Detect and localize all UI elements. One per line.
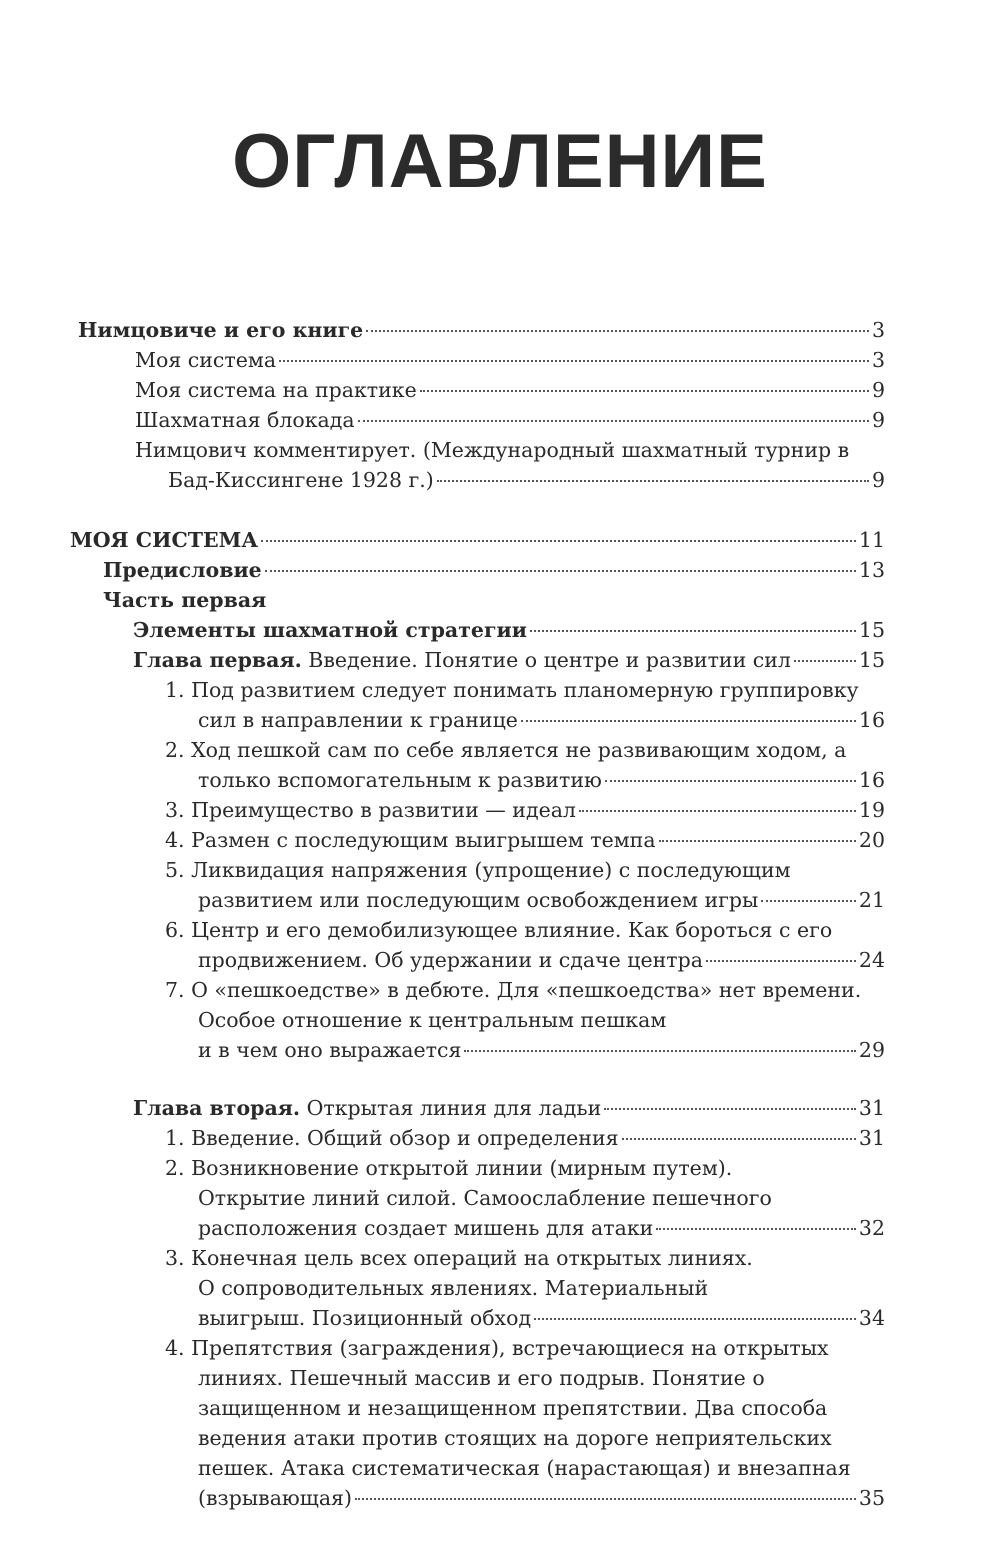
toc-entry-text: 3. Преимущество в развитии — идеал: [165, 798, 576, 822]
dot-leader: [622, 1138, 856, 1140]
page-number: 34: [858, 1306, 885, 1330]
toc-entry-text: Шахматная блокада: [135, 408, 355, 432]
toc-entry-text: 6. Центр и его демобилизующее влияние. Как бороться с его: [165, 918, 833, 942]
toc-entry: [165, 915, 885, 945]
dot-leader: [366, 330, 869, 332]
page-number: 16: [858, 708, 885, 732]
toc-entry-text: и в чем оно выражается: [198, 1038, 462, 1062]
toc-entry-text: (взрывающая): [198, 1486, 352, 1510]
toc-entry-title: [78, 315, 363, 345]
toc-entry-title: [198, 1303, 531, 1333]
toc-entry: [198, 1213, 885, 1243]
toc-entry: [165, 825, 885, 855]
toc-entry-bold-title: Предисловие: [103, 558, 262, 582]
toc-entry-title: [135, 438, 849, 462]
dot-leader: [761, 900, 856, 902]
toc-entry-text: Открытие линий силой. Самоослабление пешечного: [198, 1186, 772, 1210]
toc-entry-text: ведения атаки против стоящих на дороге неприятельских: [198, 1426, 832, 1450]
toc-entry-bold-title: МОЯ СИСТЕМА: [70, 528, 259, 552]
dot-leader: [604, 1108, 856, 1110]
toc-entry-text: линиях. Пешечный массив и его подрыв. Понятие о: [198, 1366, 765, 1390]
toc-entry-title: [198, 1276, 708, 1300]
toc-entry-text: расположения создает мишень для атаки: [198, 1216, 654, 1240]
toc-entry-title: [165, 1123, 619, 1153]
toc-entry: [135, 435, 885, 465]
toc-entry: [135, 405, 885, 435]
toc-entry-text: 1. Введение. Общий обзор и определения: [165, 1126, 619, 1150]
page-number: 9: [871, 468, 885, 492]
toc-entry: [165, 735, 885, 765]
toc-entry-bold-title: Глава первая.: [133, 648, 302, 672]
toc-entry-title: [133, 645, 791, 675]
toc-entry-text: 1. Под развитием следует понимать планомерную группировку: [165, 678, 859, 702]
toc-entry-title: [198, 1035, 461, 1065]
toc-entry: [135, 345, 885, 375]
page-number: 31: [858, 1126, 885, 1150]
dot-leader: [355, 1498, 856, 1500]
dot-leader: [358, 420, 869, 422]
toc-entry: [133, 645, 885, 675]
toc-entry-text: Особое отношение к центральным пешкам: [198, 1008, 667, 1032]
toc-entry: [198, 885, 885, 915]
toc-entry-title: [198, 1396, 827, 1420]
toc-entry-title: [70, 525, 258, 555]
toc-entry-bold-title: Часть первая: [103, 588, 267, 612]
toc-entry-text: 3. Конечная цель всех операций на открытых линиях.: [165, 1246, 753, 1270]
toc-entry: [165, 1153, 885, 1183]
toc-entry: [198, 1183, 885, 1213]
toc-entry: [70, 525, 885, 555]
toc-entry: [168, 465, 885, 495]
toc-entry-title: [165, 1156, 732, 1180]
page-number: 20: [858, 828, 885, 852]
dot-leader: [656, 1228, 856, 1230]
toc-entry-title: [198, 885, 758, 915]
toc-entry-text: развитием или последующим освобождением игры: [198, 888, 759, 912]
toc-entry-text: О сопроводительных явлениях. Материальный: [198, 1276, 709, 1300]
toc-entry-title: [198, 765, 602, 795]
toc-entry-title: [168, 465, 434, 495]
dot-leader: [261, 540, 856, 542]
toc-entry: [165, 795, 885, 825]
toc-entry: [133, 615, 885, 645]
page-number: 13: [858, 558, 885, 582]
page-number: 24: [858, 948, 885, 972]
page-number: 9: [871, 378, 885, 402]
toc-entry-title: [198, 1186, 772, 1210]
toc-entry: [198, 765, 885, 795]
toc-entry: [198, 1453, 885, 1483]
dot-leader: [530, 630, 856, 632]
dot-leader: [521, 720, 856, 722]
toc-entry-title: [165, 1336, 829, 1360]
toc-entry-title: [165, 918, 832, 942]
toc-entry-text: пешек. Атака систематическая (нарастающая) и внезапная: [198, 1456, 851, 1480]
toc-entry-title: [165, 738, 846, 762]
dot-leader: [659, 840, 856, 842]
toc-entry-title: [135, 405, 355, 435]
toc-entry-title: [165, 825, 656, 855]
toc-entry-title: [198, 705, 518, 735]
toc-entry: [198, 1363, 885, 1393]
page-number: 35: [858, 1486, 885, 1510]
toc-entry: [165, 1123, 885, 1153]
dot-leader: [420, 390, 869, 392]
toc-entry-title: [165, 978, 861, 1002]
toc-entry-title: [198, 1213, 653, 1243]
page-number: 29: [858, 1038, 885, 1062]
toc-entry-title: [198, 945, 703, 975]
toc-entry-text: 5. Ликвидация напряжения (упрощение) с последующим: [165, 858, 791, 882]
toc-entry-title: [198, 1426, 832, 1450]
toc-entry-text: 2. Ход пешкой сам по себе является не развивающим ходом, а: [165, 738, 847, 762]
toc-entry-text: Бад-Киссингене 1928 г.): [168, 468, 434, 492]
toc-entry-title: [198, 1456, 851, 1480]
dot-leader: [279, 360, 869, 362]
toc-entry-title: [198, 1366, 765, 1390]
toc-entry-title: [135, 375, 417, 405]
toc-entry: [165, 975, 885, 1005]
toc-entry-text: защищенном и незащищенном препятствии. Два способа: [198, 1396, 828, 1420]
toc-entry-title: [165, 795, 576, 825]
toc-entry: [198, 1005, 885, 1035]
page-title: ОГЛАВЛЕНИЕ: [232, 119, 768, 204]
toc-entry: [165, 675, 885, 705]
toc-entry: [198, 1303, 885, 1333]
dot-leader: [706, 960, 856, 962]
page-number: 32: [858, 1216, 885, 1240]
toc-entry: [78, 315, 885, 345]
toc-entry: [135, 375, 885, 405]
toc-entry-text: 4. Размен с последующим выигрышем темпа: [165, 828, 656, 852]
toc-entry-title: [103, 555, 262, 585]
toc-entry: [198, 705, 885, 735]
toc-entry-text: Нимцович комментирует. (Международный шахматный турнир в: [135, 438, 850, 462]
page-number: 31: [858, 1096, 885, 1120]
toc-entry-text: Введение. Понятие о центре и развитии сил: [301, 648, 791, 672]
toc-entry-text: продвижением. Об удержании и сдаче центра: [198, 948, 703, 972]
toc-entry-title: [165, 678, 859, 702]
toc-entry-text: Открытая линия для ладьи: [300, 1096, 602, 1120]
toc-entry-title: [133, 615, 527, 645]
toc-entry-text: выигрыш. Позиционный обход: [198, 1306, 532, 1330]
toc-entry-text: 2. Возникновение открытой линии (мирным путем).: [165, 1156, 733, 1180]
toc-entry-title: [198, 1008, 666, 1032]
toc-entry: [198, 1273, 885, 1303]
page-number: 16: [858, 768, 885, 792]
dot-leader: [437, 480, 869, 482]
toc-entry-text: 7. О «пешкоедстве» в дебюте. Для «пешкоедства» нет времени.: [165, 978, 862, 1002]
toc-entry: [198, 1423, 885, 1453]
toc-entry-text: Моя система: [135, 348, 277, 372]
page-number: 21: [858, 888, 885, 912]
toc-entry-text: сил в направлении к границе: [198, 708, 518, 732]
toc-entry-title: [103, 588, 266, 612]
page-number: 3: [871, 348, 885, 372]
toc-entry-title: [198, 1483, 352, 1513]
toc-entry-title: [165, 858, 791, 882]
toc-entry-bold-title: Нимцовиче и его книге: [78, 318, 364, 342]
dot-leader: [579, 810, 856, 812]
toc-entry-text: Моя система на практике: [135, 378, 417, 402]
toc-entry-title: [133, 1093, 601, 1123]
toc-entry: [165, 1333, 885, 1363]
toc-entry-title: [135, 345, 276, 375]
toc-entry: [198, 1393, 885, 1423]
toc-entry-bold-title: Элементы шахматной стратегии: [133, 618, 527, 642]
dot-leader: [464, 1050, 855, 1052]
toc-entry: [198, 1035, 885, 1065]
toc-entry-text: только вспомогательным к развитию: [198, 768, 602, 792]
page-number: 3: [871, 318, 885, 342]
dot-leader: [794, 660, 856, 662]
toc-entry: [165, 855, 885, 885]
toc-entry: [198, 945, 885, 975]
toc-entry: [198, 1483, 885, 1513]
page-number: 11: [858, 528, 885, 552]
toc-entry: [165, 1243, 885, 1273]
toc-entry-bold-title: Глава вторая.: [133, 1096, 301, 1120]
toc-entry-text: 4. Препятствия (заграждения), встречающиеся на открытых: [165, 1336, 829, 1360]
toc-entry: [103, 585, 885, 615]
page-number: 19: [858, 798, 885, 822]
toc-entry: [133, 1093, 885, 1123]
page-number: 15: [858, 618, 885, 642]
toc-entry-title: [165, 1246, 753, 1270]
dot-leader: [265, 570, 856, 572]
toc-entry: [103, 555, 885, 585]
page-number: 9: [871, 408, 885, 432]
dot-leader: [534, 1318, 856, 1320]
page-number: 15: [858, 648, 885, 672]
dot-leader: [605, 780, 856, 782]
